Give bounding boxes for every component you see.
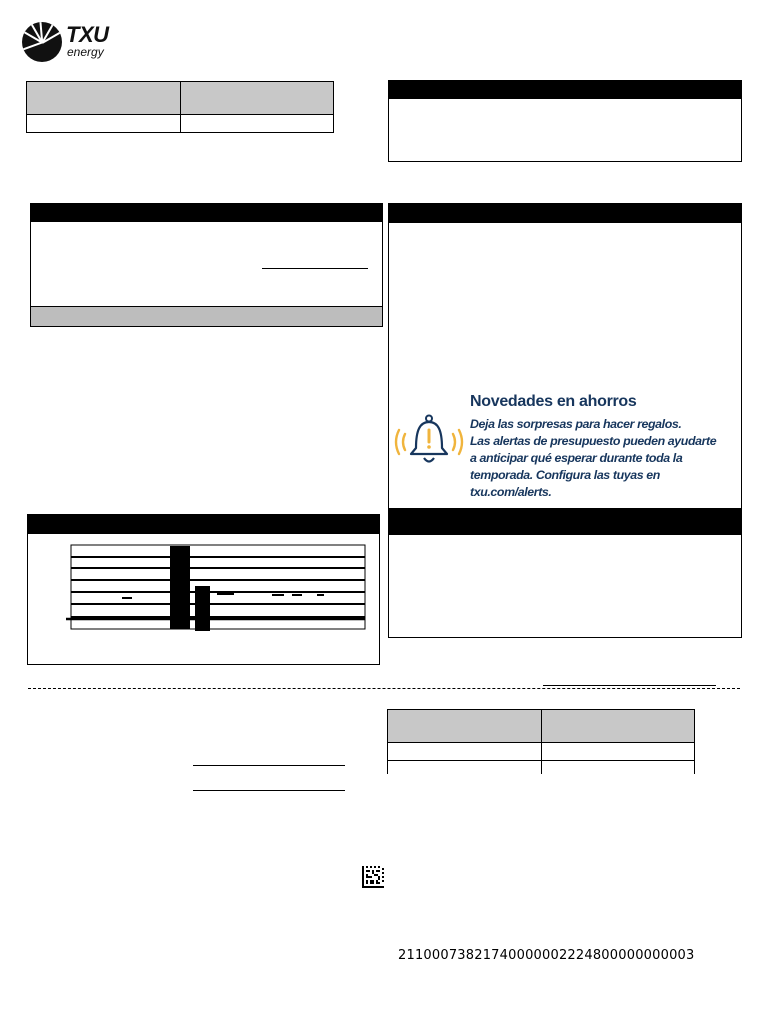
datamatrix-barcode-icon [362,866,384,888]
promo-line: temporada. Configura las tuyas en [470,468,660,482]
charges-header [30,203,383,222]
chart-bar [195,586,210,631]
payment-table-cell-left [387,742,542,761]
payment-table-header-right [541,709,695,743]
payment-scanline: 21100073821740000002224800000000003 [398,948,695,963]
usage-chart [62,540,370,636]
stub-line [193,790,345,791]
payment-table-header-left [387,709,542,743]
summary-table-cell-right [180,114,334,133]
bell-alert-icon [394,410,464,472]
tear-underline [543,685,716,686]
summary-table-header-right [180,81,334,115]
account-info-header [388,80,742,99]
promo-title: Novedades en ahorros [470,393,637,410]
promo-line: Deja las sorpresas para hacer regalos. [470,417,682,431]
promo-line: a anticipar qué esperar durante toda la [470,451,683,465]
tear-line [28,688,740,689]
usage-chart-header [27,514,380,534]
summary-table-cell-left [26,114,181,133]
logo-wordmark: TXU [66,22,109,47]
summary-table-header-left [26,81,181,115]
messages-header [388,203,742,223]
payment-table-edge [387,760,388,774]
charges-total-bar [30,306,383,327]
promo-body [470,416,732,501]
charges-underline [262,268,368,269]
details-header [388,509,742,535]
payment-table-edge [541,760,542,774]
txu-logo-icon [22,22,62,62]
stub-line [193,765,345,766]
logo-subtext: energy [67,45,104,59]
payment-table-cell-right [541,742,695,761]
payment-table-edge [694,760,695,774]
promo-line: txu.com/alerts. [470,485,552,499]
chart-bar [170,546,190,629]
promo-line: Las alertas de presupuesto pueden ayudarte [470,434,717,448]
